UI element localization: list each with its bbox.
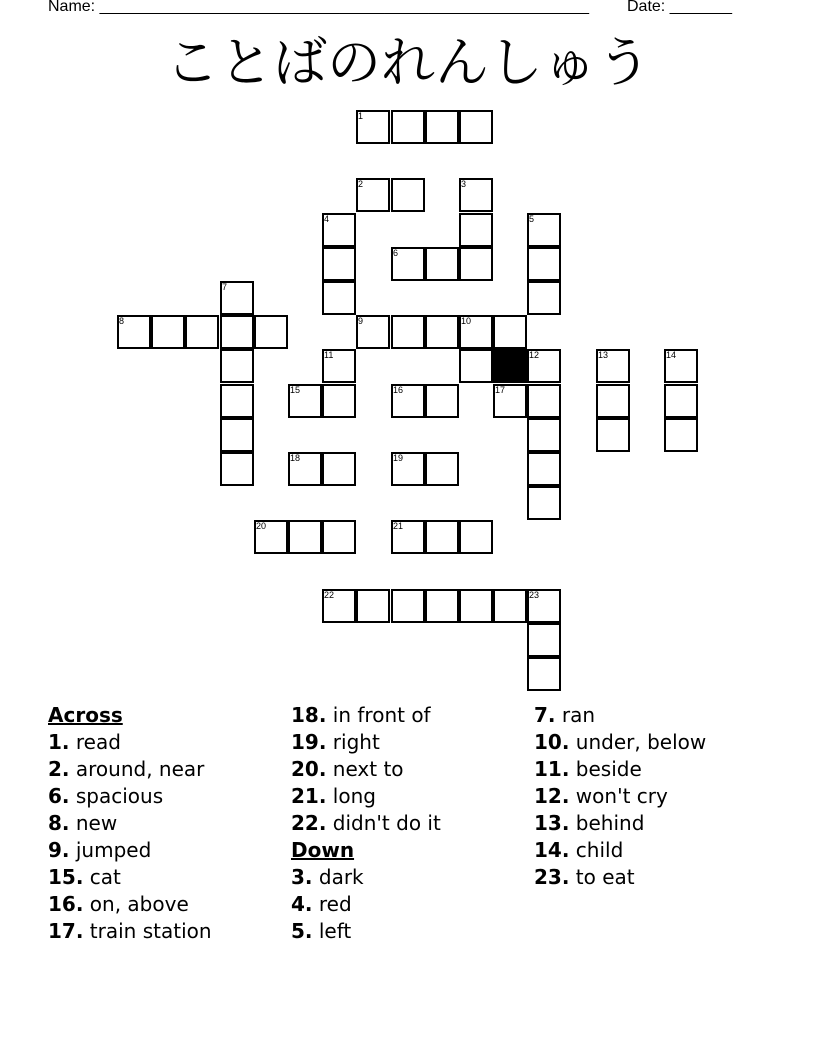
grid-cell[interactable] <box>220 315 254 349</box>
grid-cell[interactable] <box>459 315 493 349</box>
grid-cell[interactable] <box>391 384 425 418</box>
grid-cell[interactable] <box>527 623 561 657</box>
clue-line <box>291 756 441 783</box>
clue-column-2 <box>291 702 441 945</box>
clue-number: 12. <box>534 784 570 808</box>
grid-cell[interactable] <box>322 349 356 383</box>
grid-cell[interactable] <box>493 315 527 349</box>
clue-number: 23. <box>534 865 570 889</box>
clue-column-3 <box>534 702 706 891</box>
grid-cell[interactable] <box>527 247 561 281</box>
clue-number: 9. <box>48 838 70 862</box>
grid-cell[interactable] <box>425 589 459 623</box>
grid-cell[interactable] <box>527 486 561 520</box>
cell-number: 3 <box>461 179 467 189</box>
clue-text: jumped <box>75 838 152 862</box>
grid-cell[interactable] <box>391 452 425 486</box>
grid-cell[interactable] <box>356 110 390 144</box>
grid-cell[interactable] <box>391 110 425 144</box>
grid-cell[interactable] <box>425 247 459 281</box>
grid-cell[interactable] <box>527 349 561 383</box>
cell-number: 18 <box>290 453 301 463</box>
clue-text: in front of <box>332 703 431 727</box>
cell-number: 16 <box>393 385 404 395</box>
grid-cell[interactable] <box>185 315 219 349</box>
clue-line <box>291 837 441 864</box>
grid-cell[interactable] <box>493 589 527 623</box>
clue-line <box>534 756 706 783</box>
clue-line <box>291 810 441 837</box>
grid-cell[interactable] <box>425 384 459 418</box>
clue-text: spacious <box>75 784 164 808</box>
grid-cell[interactable] <box>391 589 425 623</box>
cell-number: 23 <box>529 590 540 600</box>
clue-line <box>291 918 441 945</box>
grid-cell[interactable] <box>425 315 459 349</box>
clue-text: under, below <box>575 730 707 754</box>
grid-cell[interactable] <box>117 315 151 349</box>
clue-text: behind <box>575 811 645 835</box>
clue-line <box>534 783 706 810</box>
grid-cell[interactable] <box>288 452 322 486</box>
clue-number: 17. <box>48 919 84 943</box>
clue-number: 1. <box>48 730 70 754</box>
date-field: Date: _______ <box>627 0 732 15</box>
cell-number: 5 <box>529 214 535 224</box>
clue-number: 13. <box>534 811 570 835</box>
cell-number: 6 <box>393 248 399 258</box>
grid-cell[interactable] <box>322 384 356 418</box>
grid-cell[interactable] <box>220 281 254 315</box>
page-title: ことばのれんしゅう <box>165 31 651 94</box>
clue-line <box>48 837 212 864</box>
grid-cell[interactable] <box>664 349 698 383</box>
clue-number: 14. <box>534 838 570 862</box>
grid-cell[interactable] <box>527 589 561 623</box>
grid-cell[interactable] <box>459 213 493 247</box>
grid-cell[interactable] <box>322 213 356 247</box>
grid-cell[interactable] <box>459 178 493 212</box>
grid-cell[interactable] <box>664 384 698 418</box>
cell-number: 9 <box>358 316 364 326</box>
clue-text: child <box>575 838 624 862</box>
grid-cell[interactable] <box>596 349 630 383</box>
clue-number: 10. <box>534 730 570 754</box>
cell-number: 13 <box>598 350 609 360</box>
clue-text: next to <box>332 757 404 781</box>
grid-cell[interactable] <box>356 178 390 212</box>
clue-number: 15. <box>48 865 84 889</box>
cell-number: 12 <box>529 350 540 360</box>
clue-text: right <box>332 730 380 754</box>
clue-text: left <box>318 919 352 943</box>
clue-text: to eat <box>575 865 635 889</box>
grid-cell[interactable] <box>288 520 322 554</box>
grid-cell[interactable] <box>527 213 561 247</box>
grid-cell[interactable] <box>356 589 390 623</box>
clue-line <box>291 891 441 918</box>
cell-number: 2 <box>358 179 364 189</box>
grid-cell[interactable] <box>391 178 425 212</box>
clue-line <box>48 756 212 783</box>
grid-cell[interactable] <box>527 384 561 418</box>
grid-cell[interactable] <box>391 247 425 281</box>
clue-number: 7. <box>534 703 556 727</box>
clue-number: 18. <box>291 703 327 727</box>
grid-cell[interactable] <box>288 384 322 418</box>
grid-cell[interactable] <box>220 349 254 383</box>
clue-line <box>291 729 441 756</box>
cell-number: 22 <box>324 590 335 600</box>
grid-cell[interactable] <box>322 452 356 486</box>
grid-cell[interactable] <box>527 418 561 452</box>
grid-cell[interactable] <box>425 110 459 144</box>
grid-cell[interactable] <box>459 589 493 623</box>
grid-cell[interactable] <box>151 315 185 349</box>
grid-cell[interactable] <box>459 520 493 554</box>
clue-number: 19. <box>291 730 327 754</box>
clue-line <box>48 864 212 891</box>
clue-line <box>48 810 212 837</box>
clue-number: 2. <box>48 757 70 781</box>
clue-line <box>48 783 212 810</box>
grid-cell[interactable] <box>356 315 390 349</box>
clue-number: 22. <box>291 811 327 835</box>
grid-cell[interactable] <box>459 349 493 383</box>
cell-number: 17 <box>495 385 506 395</box>
cell-number: 11 <box>324 350 334 360</box>
grid-cell[interactable] <box>220 418 254 452</box>
cell-number: 14 <box>666 350 677 360</box>
cell-number: 7 <box>222 282 228 292</box>
cell-number: 8 <box>119 316 125 326</box>
grid-cell[interactable] <box>254 315 288 349</box>
grid-cell[interactable] <box>596 384 630 418</box>
clue-text: dark <box>318 865 364 889</box>
grid-cell[interactable] <box>425 520 459 554</box>
clue-text: cat <box>89 865 121 889</box>
grid-cell[interactable] <box>391 520 425 554</box>
grid-cell[interactable] <box>322 520 356 554</box>
clue-text: read <box>75 730 121 754</box>
cell-number: 15 <box>290 385 301 395</box>
clue-line <box>48 891 212 918</box>
grid-cell[interactable] <box>322 247 356 281</box>
grid-cell[interactable] <box>527 657 561 691</box>
across-heading: Across <box>48 703 123 727</box>
grid-cell[interactable] <box>391 315 425 349</box>
grid-cell[interactable] <box>322 281 356 315</box>
clue-text: won't cry <box>575 784 668 808</box>
clue-text: around, near <box>75 757 205 781</box>
clue-text: red <box>318 892 352 916</box>
clue-text: beside <box>575 757 642 781</box>
clue-line <box>291 864 441 891</box>
clue-line <box>48 729 212 756</box>
clue-text: didn't do it <box>332 811 441 835</box>
clue-line <box>534 864 706 891</box>
cell-number: 21 <box>393 521 404 531</box>
grid-cell[interactable] <box>322 589 356 623</box>
clue-number: 3. <box>291 865 313 889</box>
grid-cell[interactable] <box>459 247 493 281</box>
grid-cell[interactable] <box>425 452 459 486</box>
cell-number: 10 <box>461 316 472 326</box>
clue-text: long <box>332 784 376 808</box>
clue-text: ran <box>561 703 596 727</box>
clue-number: 20. <box>291 757 327 781</box>
cell-number: 4 <box>324 214 330 224</box>
grid-cell[interactable] <box>459 110 493 144</box>
name-field: Name: _______________________________________________________ <box>48 0 589 15</box>
clue-number: 16. <box>48 892 84 916</box>
clue-text: train station <box>89 919 212 943</box>
clue-line <box>534 837 706 864</box>
header-row <box>48 0 748 18</box>
cell-number: 1 <box>358 111 364 121</box>
clue-line <box>534 729 706 756</box>
cell-number: 19 <box>393 453 404 463</box>
clue-number: 4. <box>291 892 313 916</box>
grid-cell[interactable] <box>527 452 561 486</box>
clue-line <box>48 702 212 729</box>
grid-cell[interactable] <box>596 418 630 452</box>
clue-number: 11. <box>534 757 570 781</box>
clue-line <box>534 702 706 729</box>
clue-text: on, above <box>89 892 189 916</box>
cell-number: 20 <box>256 521 267 531</box>
grid-cell[interactable] <box>254 520 288 554</box>
clue-line <box>291 702 441 729</box>
down-heading: Down <box>291 838 355 862</box>
clue-number: 5. <box>291 919 313 943</box>
clue-line <box>291 783 441 810</box>
clue-number: 6. <box>48 784 70 808</box>
grid-cell[interactable] <box>527 281 561 315</box>
grid-cell[interactable] <box>220 452 254 486</box>
black-cell <box>493 349 527 383</box>
clue-text: new <box>75 811 118 835</box>
clue-number: 21. <box>291 784 327 808</box>
grid-cell[interactable] <box>493 384 527 418</box>
clue-number: 8. <box>48 811 70 835</box>
grid-cell[interactable] <box>220 384 254 418</box>
clue-line <box>48 918 212 945</box>
grid-cell[interactable] <box>664 418 698 452</box>
clue-line <box>534 810 706 837</box>
clue-column-1 <box>48 702 212 945</box>
